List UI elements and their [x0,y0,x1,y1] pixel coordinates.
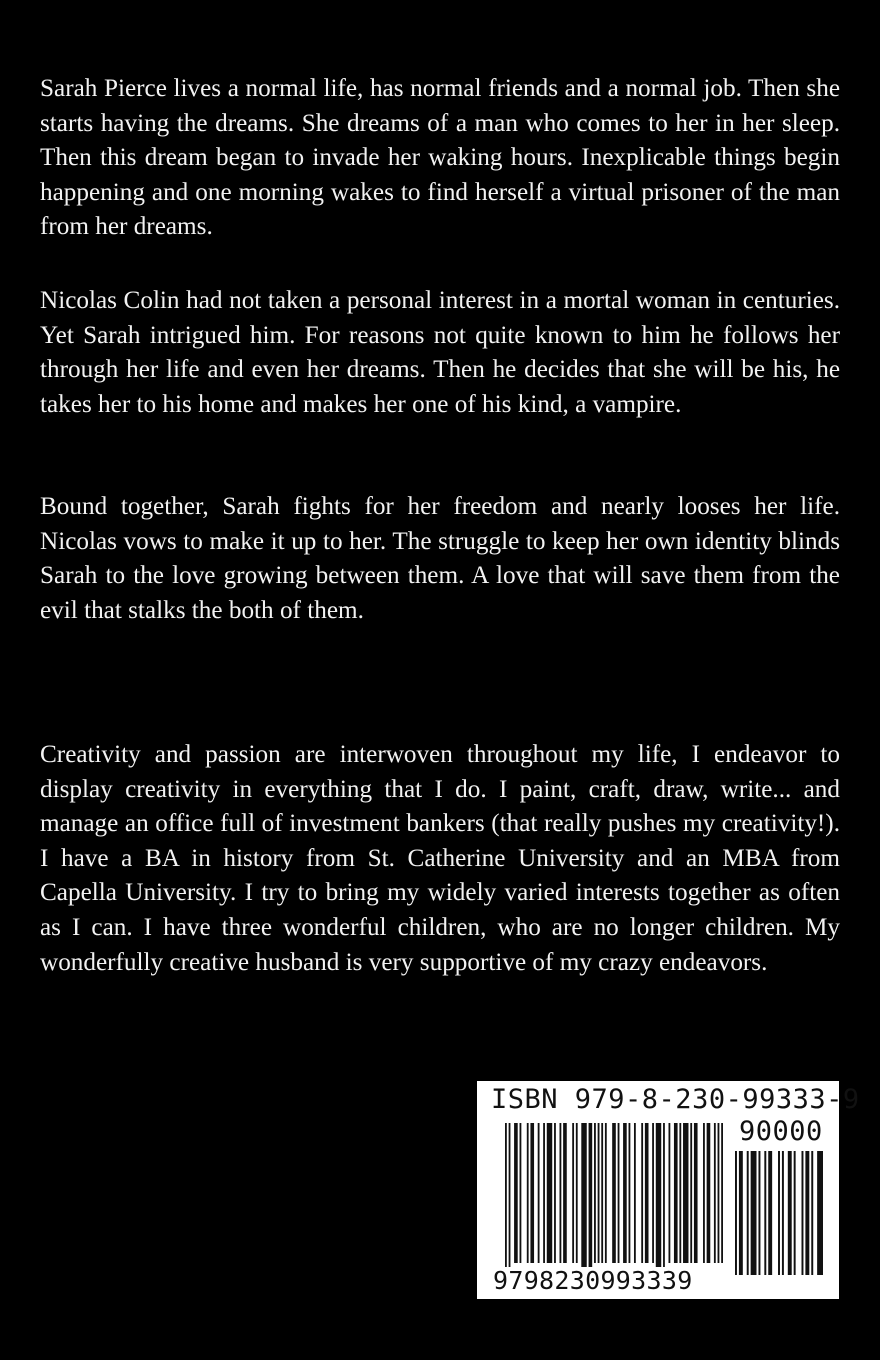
barcode-bar [530,1123,534,1263]
barcode-bar [563,1123,567,1263]
author-bio: Creativity and passion are interwoven throughout my life, I endeavor to display creativity in everything that I do. I paint, craft, draw, write... and manage an office full of investment bankers (that really pushes my creativity!). I have a BA in history from St. Catherine University and an MBA from Capella University. I try to bring my widely varied interests together as often as I can. I have three wonderful children, who are no longer children. My wonderfully creative husband is very supportive of my crazy endeavors. [40,741,840,976]
barcode-bar [605,1123,607,1263]
barcode-bar [768,1151,772,1275]
barcode-bar [520,1123,522,1263]
barcode-bar [509,1123,511,1275]
barcode-bar [576,1123,578,1263]
barcode-bar [694,1123,698,1263]
barcode-bar [612,1123,616,1263]
barcode-bar [663,1123,665,1275]
barcode-bar [505,1123,507,1275]
barcode-bar [547,1123,552,1263]
barcode-bar [629,1123,631,1263]
barcode-bar [721,1123,723,1263]
barcode-bar [652,1123,654,1263]
barcode-bar [683,1123,688,1263]
barcode-bar [778,1151,780,1275]
addon-bars [735,1151,823,1275]
price-code: 90000 [739,1116,823,1147]
barcode-bar [735,1151,737,1275]
isbn-barcode [477,1081,860,1299]
barcode-bar [758,1151,760,1275]
barcode-bar [817,1151,823,1275]
barcode-bar [623,1123,627,1263]
blurb-paragraph-3: Bound together, Sarah fights for her freedom and nearly looses her life. Nicolas vows to make it up to her. The struggle to keep her own identity blinds Sarah to the love growing between them. A love that will save them from the evil that stalks the both of them. [40,493,840,624]
barcode-bar [589,1123,593,1275]
barcode-bar [581,1123,586,1275]
barcode-bar [572,1123,574,1263]
barcode-bar [794,1151,796,1275]
barcode-bar [669,1123,671,1263]
barcode-bar [718,1123,720,1263]
barcode-bar [788,1151,792,1275]
barcode-bar [634,1123,636,1263]
barcode-bar [514,1123,518,1263]
barcode-bar [543,1123,545,1263]
barcode-bar [764,1151,766,1275]
barcode-bar [747,1151,749,1275]
blurb-paragraph-1: Sarah Pierce lives a normal life, has normal friends and a normal job. Then she starts having the dreams. She dreams of a man who comes to her in her sleep. Then this dream began to invade her waking hours. Inexplicable things begin happening and one morning wakes to find herself a virtual prisoner of the man from her dreams. [40,75,840,241]
ean-digits: 9798230993339 [493,1266,693,1295]
barcode-bar [538,1123,540,1263]
blurb-paragraph-2: Nicolas Colin had not taken a personal interest in a mortal woman in centuries. Yet Sarah intrigued him. For reasons not quite known to him he follows her through her life and even her dreams. Then he decides that she will be his, he takes her to his home and makes her one of his kind, a vampire. [40,287,840,418]
barcode-bar [714,1123,716,1263]
barcode-bar [679,1123,681,1263]
barcode-bar [641,1123,643,1263]
barcode-bar [618,1123,620,1263]
barcode-bar [739,1151,743,1275]
barcode-bar [703,1123,705,1263]
barcode-bar [598,1123,600,1263]
ean-bars [505,1123,723,1275]
barcode-bar [601,1123,603,1263]
barcode-bar [594,1123,596,1263]
barcode-bar [690,1123,692,1263]
barcode-bar [560,1123,562,1263]
barcode-bar [645,1123,649,1263]
barcode-bar [656,1123,661,1275]
barcode-bar [805,1151,809,1275]
barcode-bar [751,1151,757,1275]
barcode-bar [811,1151,813,1275]
barcode-bar [554,1123,556,1263]
barcode-bar [801,1151,803,1275]
barcode-bar [707,1123,711,1263]
barcode-bar [674,1123,678,1263]
barcode-bar [782,1151,784,1275]
barcode-bar [527,1123,529,1263]
isbn-label: ISBN 979-8-230-99333-9 [491,1084,860,1115]
